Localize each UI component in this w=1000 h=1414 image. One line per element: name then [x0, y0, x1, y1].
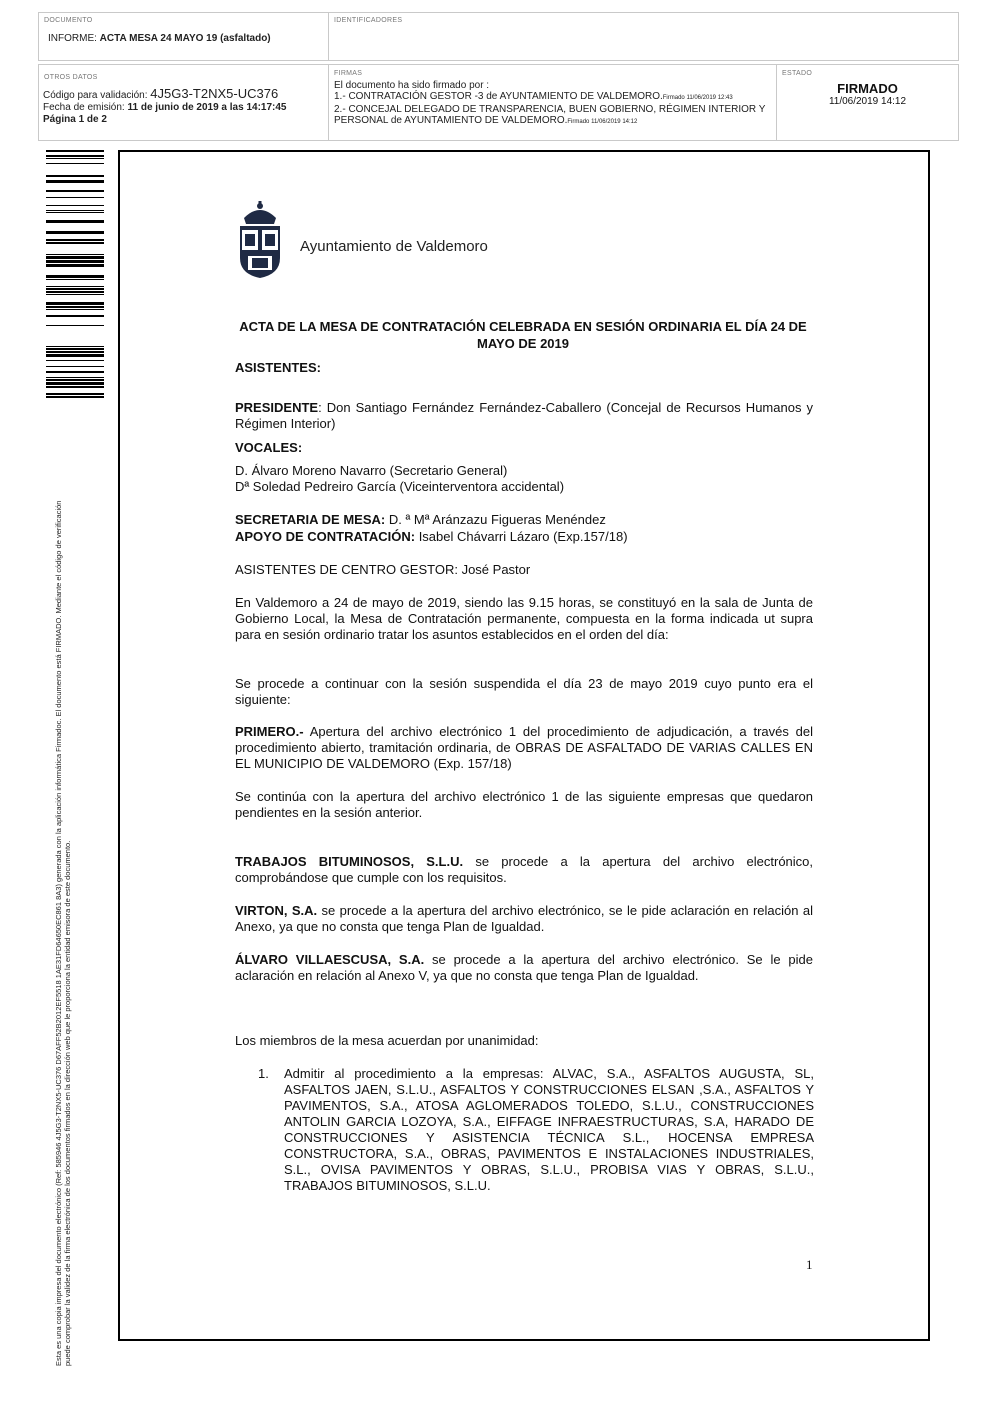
firmas-list — [334, 80, 774, 128]
firma-2-text: 2.- CONCEJAL DELEGADO DE TRANSPARENCIA, BUEN GOBIERNO, RÉGIMEN INTERIOR Y PERSONAL de AYUNTAMIENTO DE VALDEMORO. — [334, 104, 766, 126]
identificadores-label: IDENTIFICADORES — [334, 17, 403, 24]
alvaro-paragraph — [235, 952, 813, 984]
secretaria-label: SECRETARIA DE MESA: — [235, 512, 386, 527]
header-otros-datos-box — [38, 64, 329, 141]
vocal-2: Dª Soledad Pedreiro García (Viceinterventora accidental) — [235, 479, 565, 494]
presidente-paragraph — [235, 400, 813, 432]
fecha-value: 11 de junio de 2019 a las 14:17:45 — [127, 102, 287, 113]
firma-2-stamp: Firmado 11/06/2019 14:12 — [567, 119, 638, 125]
firma-1-stamp: Firmado 11/06/2019 12:43 — [662, 95, 733, 101]
header-documento-box — [38, 12, 329, 61]
list-item: Admitir al procedimiento a la empresas: ALVAC, S.A., ASFALTOS AUGUSTA, SL, ASFALTOS JAEN, S.L.U., ASFALTOS Y CONSTRUCCIONES ELSAN ,S.A., ASFALTOS Y PAVIMENTOS, S.A., ATOSA AGLOMERADOS TOLEDO, S.L.U., CONSTRUCCIONES ANTOLIN GARCIA LOZOYA, S.A., EIFFAGE INFRAESTRUCTURAS, S.A, HARADO DE CONSTRUCCIONES Y ASISTENCIA TÉCNICA S.L., HOCENSA EMPRESA CONSTRUCTORA, S.A., OBRAS, PAVIMENTOS E INSTALACIONES INDUSTRIALES, S.L., OVISA PAVIMENTOS Y OBRAS, S.L.U., PROBISA VIAS Y OBRAS, S.L.U., TRABAJOS BITUMINOSOS, S.L.U. — [284, 1066, 814, 1193]
codigo-validacion — [43, 86, 278, 101]
trabajos-label: TRABAJOS BITUMINOSOS, S.L.U. — [235, 854, 464, 869]
secretaria-text: D. ª Mª Aránzazu Figueras Menéndez — [385, 512, 606, 527]
paragraph-continuar: Se procede a continuar con la sesión suspendida el día 23 de mayo 2019 cuyo punto era el siguiente: — [235, 676, 813, 707]
estado-date: 11/06/2019 14:12 — [828, 96, 907, 107]
document-title: ACTA DE LA MESA DE CONTRATACIÓN CELEBRADA EN SESIÓN ORDINARIA EL DÍA 24 DE MAYO DE 2019 — [239, 319, 807, 351]
vocales-heading: VOCALES: — [235, 440, 303, 455]
firma-2 — [334, 104, 774, 128]
estado-label: ESTADO — [782, 70, 813, 77]
header-firmas-box — [328, 64, 777, 141]
secretaria-paragraph — [235, 512, 813, 528]
agreement-list — [258, 1066, 814, 1194]
presidente-text: : Don Santiago Fernández Fernández-Caballero (Concejal de Recursos Humanos y Régimen Interior) — [235, 400, 813, 431]
documento-informe — [48, 33, 271, 44]
logo-text: Ayuntamiento de Valdemoro — [300, 238, 488, 255]
documento-label: DOCUMENTO — [44, 17, 93, 24]
trabajos-paragraph — [235, 854, 813, 886]
apoyo-text: Isabel Chávarri Lázaro (Exp.157/18) — [415, 529, 628, 544]
side-note-line2: puede comprobar la validez de la firma electrónica de los documentos firmados en la dirección web que le proporciona la entidad emisora de este documento. — [63, 840, 72, 1366]
primero-paragraph — [235, 724, 813, 772]
documento-informe-label: INFORME: — [48, 33, 97, 44]
firma-1-text: 1.- CONTRATACIÓN GESTOR -3 de AYUNTAMIENTO DE VALDEMORO. — [334, 91, 663, 102]
primero-label: PRIMERO.- — [235, 724, 304, 739]
vocal-1: D. Álvaro Moreno Navarro (Secretario General) — [235, 463, 508, 478]
estado-value: FIRMADO — [837, 81, 898, 96]
fecha-label: Fecha de emisión: — [43, 102, 125, 113]
side-verification-note — [54, 386, 72, 1366]
barcode-image — [46, 150, 104, 398]
alvaro-text: se procede a la apertura del archivo electrónico. Se le pide aclaración en relación al Anexo V, ya que no consta que tenga Plan de Igualdad. — [235, 952, 813, 983]
codigo-value: 4J5G3-T2NX5-UC376 — [150, 86, 279, 101]
list-item-number: 1. — [258, 1066, 269, 1081]
paragraph-miembros: Los miembros de la mesa acuerdan por unanimidad: — [235, 1033, 539, 1048]
apoyo-paragraph — [235, 529, 813, 545]
asistentes-heading: ASISTENTES: — [235, 360, 321, 375]
side-note-line1: Esta es una copia impresa del documento electrónico (Ref: 585946 4J5G3-T2NX5-UC376 D67AFF52B2012EF5518 1AE31FD64650EC861 8A3) generada con la aplicación informática Firmadoc. El documento está FIRMADO. Mediante el código de verificación — [54, 500, 63, 1366]
documento-informe-value: ACTA MESA 24 MAYO 19 (asfaltado) — [99, 33, 271, 44]
codigo-label: Código para validación: — [43, 90, 148, 101]
fecha-emision — [43, 102, 286, 113]
alvaro-label: ÁLVARO VILLAESCUSA, S.A. — [235, 952, 425, 967]
valdemoro-coat-of-arms-icon — [230, 200, 290, 280]
apoyo-label: APOYO DE CONTRATACIÓN: — [235, 529, 416, 544]
firmas-intro: El documento ha sido firmado por : — [334, 80, 490, 91]
otros-datos-label: OTROS DATOS — [44, 74, 98, 81]
firma-1 — [334, 91, 774, 104]
paragraph-valdemoro: En Valdemoro a 24 de mayo de 2019, siendo las 9.15 horas, se constituyó en la sala de Junta de Gobierno Local, la Mesa de Contratación permanente, compuesta en la forma indicada ut supra para en sesión ordinario tratar los asuntos establecidos en el orden del día: — [235, 595, 813, 642]
page-number: 1 — [806, 1257, 813, 1272]
header-identificadores-box — [328, 12, 959, 61]
centro-gestor: ASISTENTES DE CENTRO GESTOR: José Pastor — [235, 562, 531, 577]
firmas-label: FIRMAS — [334, 70, 363, 77]
presidente-label: PRESIDENTE — [235, 400, 319, 415]
paragraph-continua: Se continúa con la apertura del archivo electrónico 1 de las siguiente empresas que quedaron pendientes en la sesión anterior. — [235, 789, 813, 820]
virton-label: VIRTON, S.A. — [235, 903, 318, 918]
virton-text: se procede a la apertura del archivo electrónico, se le pide aclaración en relación al Anexo, ya que no consta que tenga Plan de Igualdad. — [235, 903, 813, 934]
primero-text: Apertura del archivo electrónico 1 del procedimiento de adjudicación, a través del procedimiento abierto, tramitación ordinaria, de OBRAS DE ASFALTADO DE VARIAS CALLES EN EL MUNICIPIO DE VALDEMORO (Exp. 157/18) — [235, 724, 813, 771]
trabajos-text: se procede a la apertura del archivo electrónico, comprobándose que cumple con los requisitos. — [235, 854, 814, 885]
header-estado-box — [776, 64, 959, 141]
virton-paragraph — [235, 903, 813, 935]
pagina-indicator: Página 1 de 2 — [43, 114, 107, 125]
